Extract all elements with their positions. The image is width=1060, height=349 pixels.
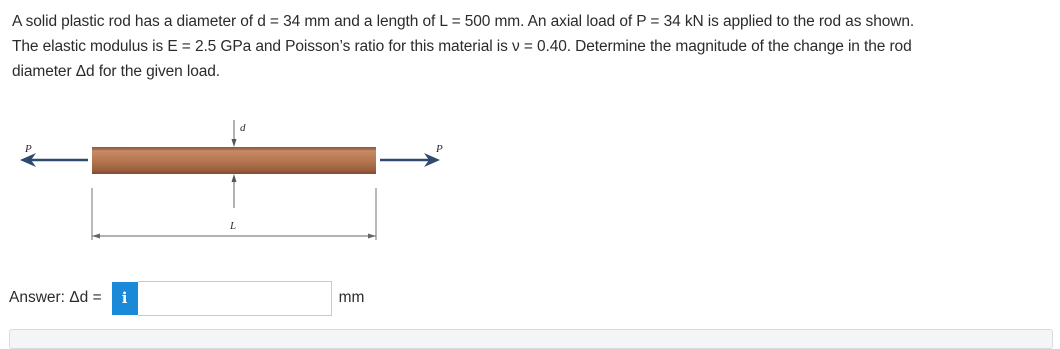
- question-text: [12, 9, 1047, 84]
- length-label: L: [230, 220, 237, 232]
- unit-label: mm: [338, 289, 365, 306]
- question-line-2: The elastic modulus is E = 2.5 GPa and Poisson’s ratio for this material is ν = 0.40. Determine the magnitude of the change in the rod: [12, 38, 912, 55]
- answer-input[interactable]: [138, 281, 332, 316]
- question-line-1: A solid plastic rod has a diameter of d = 34 mm and a length of L = 500 mm. An axial load of P = 34 kN is applied to the rod as shown.: [12, 13, 915, 30]
- right-load-arrow: [380, 153, 440, 167]
- answer-label: Answer: Δd =: [9, 289, 102, 306]
- question-line-3: diameter Δd for the given load.: [12, 63, 221, 80]
- answer-row: [9, 280, 364, 316]
- right-load-label: P: [436, 143, 443, 155]
- diameter-label: d: [240, 122, 246, 134]
- bottom-panel: [9, 329, 1053, 349]
- left-load-arrow: [20, 153, 88, 167]
- left-load-label: P: [25, 143, 32, 155]
- rod-diagram: [0, 110, 460, 250]
- info-icon-glyph: i: [121, 289, 128, 307]
- info-icon[interactable]: [112, 282, 138, 315]
